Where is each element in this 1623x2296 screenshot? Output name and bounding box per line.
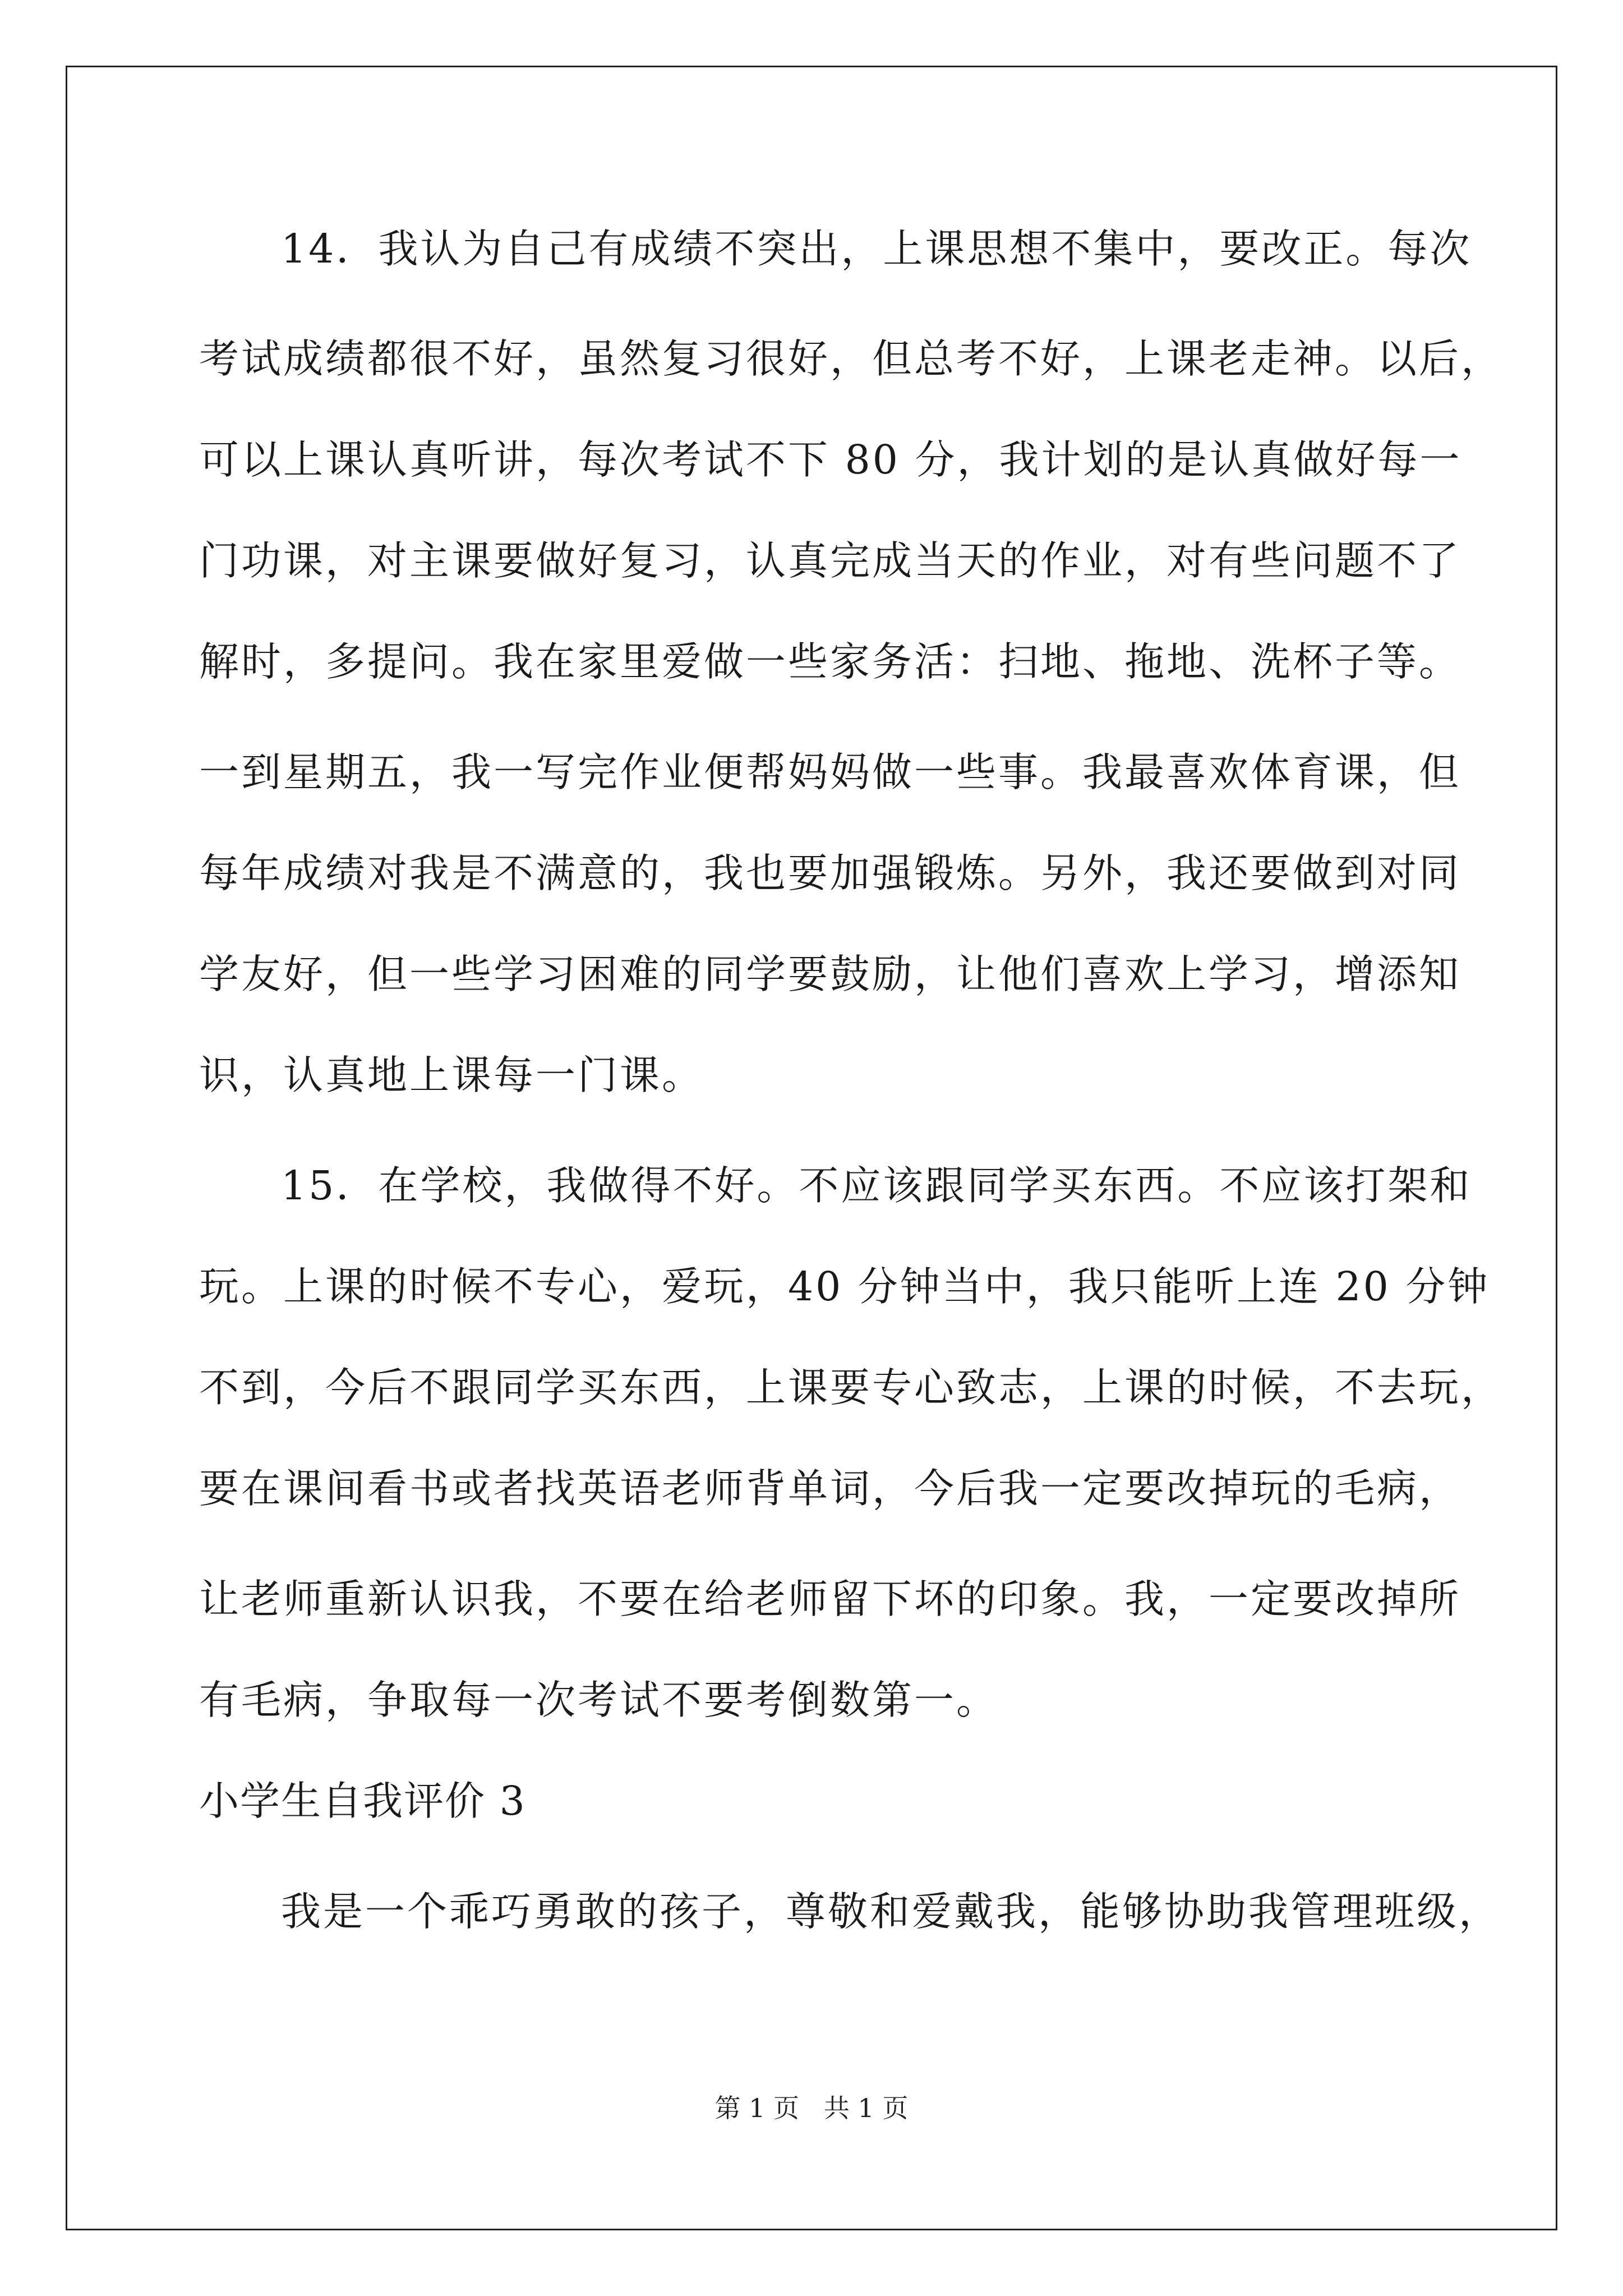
paragraph-14-line-3: 可以上课认真听讲，每次考试不下 80 分，我计划的是认真做好每一 [199, 436, 1462, 483]
paragraph-next-line-1: 我是一个乖巧勇敢的孩子，尊敬和爱戴我，能够协助我管理班级， [281, 1888, 1501, 1935]
paragraph-14-line-4: 门功课，对主课要做好复习，认真完成当天的作业，对有些问题不了 [199, 537, 1461, 584]
paragraph-14-line-7: 每年成绩对我是不满意的，我也要加强锻炼。另外，我还要做到对同 [199, 850, 1461, 896]
paragraph-15-line-5: 让老师重新认识我，不要在给老师留下坏的印象。我，一定要改掉所 [199, 1576, 1461, 1622]
paragraph-14-line-6: 一到星期五，我一写完作业便帮妈妈做一些事。我最喜欢体育课，但 [199, 749, 1461, 795]
paragraph-14-line-1: 14．我认为自己有成绩不突出，上课思想不集中，要改正。每次 [281, 226, 1472, 272]
paragraph-15-line-1: 15．在学校，我做得不好。不应该跟同学买东西。不应该打架和 [281, 1162, 1472, 1209]
paragraph-14-line-8: 学友好，但一些学习困难的同学要鼓励，让他们喜欢上学习，增添知 [199, 951, 1461, 997]
section-heading: 小学生自我评价 3 [199, 1778, 526, 1824]
paragraph-15-line-2: 玩。上课的时候不专心，爱玩，40 分钟当中，我只能听上连 20 分钟 [199, 1263, 1490, 1310]
paragraph-15-line-6: 有毛病，争取每一次考试不要考倒数第一。 [199, 1677, 999, 1723]
page-number-footer: 第 1 页 共 1 页 [714, 2093, 909, 2123]
paragraph-15-line-3: 不到，今后不跟同学买东西，上课要专心致志，上课的时候，不去玩， [199, 1364, 1504, 1411]
paragraph-14-line-9: 识，认真地上课每一门课。 [199, 1052, 704, 1098]
paragraph-14-line-2: 考试成绩都很不好，虽然复习很好，但总考不好，上课老走神。以后， [199, 335, 1504, 382]
paragraph-14-line-5: 解时，多提问。我在家里爱做一些家务活：扫地、拖地、洗杯子等。 [199, 638, 1461, 685]
paragraph-15-line-4: 要在课间看书或者找英语老师背单词，今后我一定要改掉玩的毛病， [199, 1465, 1461, 1512]
